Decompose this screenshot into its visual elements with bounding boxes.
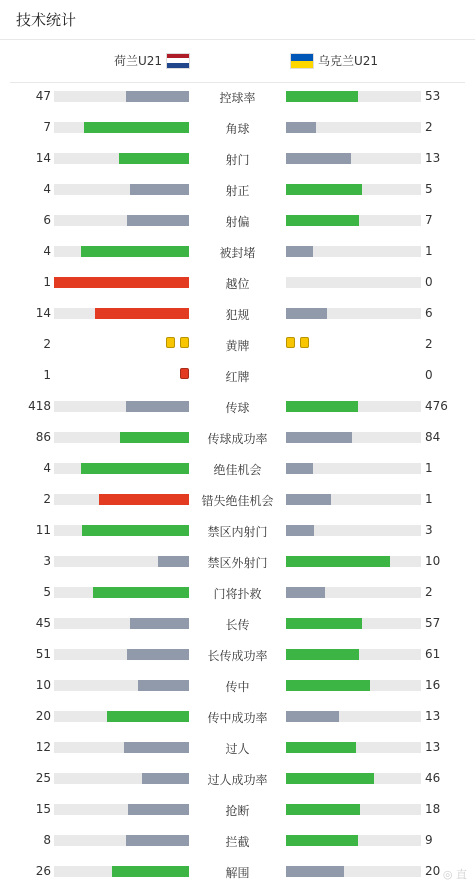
away-bar-fill — [286, 525, 314, 536]
away-bar-fill — [286, 618, 362, 629]
away-bar-track — [286, 742, 421, 753]
home-bar-fill — [93, 587, 189, 598]
away-bar-track — [286, 866, 421, 877]
stat-row — [0, 825, 475, 856]
home-value: 10 — [35, 678, 51, 692]
stat-label: 门将扑救 — [213, 587, 262, 601]
home-cards — [180, 368, 189, 379]
home-bar-fill — [81, 463, 189, 474]
stat-label: 错失绝佳机会 — [201, 494, 274, 508]
stat-row — [0, 143, 475, 174]
away-bar-fill — [286, 587, 325, 598]
red-card-icon — [180, 368, 189, 379]
away-bar-track — [286, 308, 421, 319]
stat-row — [0, 515, 475, 546]
home-value: 1 — [43, 275, 51, 289]
home-value: 14 — [35, 151, 51, 165]
home-bar-track — [54, 680, 189, 691]
away-bar-fill — [286, 308, 327, 319]
stat-label: 长传 — [225, 618, 250, 632]
yellow-card-icon — [166, 337, 175, 348]
stat-row — [0, 81, 475, 112]
home-bar-track — [54, 556, 189, 567]
stat-label: 传球 — [225, 401, 250, 415]
stat-label: 被封堵 — [219, 246, 256, 260]
home-value: 4 — [43, 461, 51, 475]
home-bar-fill — [124, 742, 189, 753]
stat-label: 红牌 — [225, 370, 250, 384]
stat-row — [0, 236, 475, 267]
watermark: ◎ 直 — [442, 868, 467, 881]
away-value: 84 — [425, 430, 441, 444]
away-bar-track — [286, 401, 421, 412]
stat-row — [0, 794, 475, 825]
stat-label: 射门 — [225, 153, 250, 167]
home-value: 5 — [43, 585, 51, 599]
away-bar-track — [286, 463, 421, 474]
home-bar-fill — [127, 649, 189, 660]
home-value: 26 — [35, 864, 51, 878]
home-bar-track — [54, 401, 189, 412]
away-value: 476 — [425, 399, 448, 413]
stat-row — [0, 763, 475, 794]
home-bar-fill — [81, 246, 189, 257]
home-bar-fill — [142, 773, 189, 784]
home-value: 8 — [43, 833, 51, 847]
home-bar-track — [54, 587, 189, 598]
home-bar-track — [54, 153, 189, 164]
home-bar-fill — [112, 866, 189, 877]
stat-row — [0, 701, 475, 732]
away-bar-fill — [286, 122, 316, 133]
away-bar-track — [286, 122, 421, 133]
home-bar-fill — [130, 618, 189, 629]
stat-row — [0, 360, 475, 391]
away-bar-track — [286, 804, 421, 815]
away-bar-fill — [286, 773, 374, 784]
away-bar-fill — [286, 184, 362, 195]
home-bar-track — [54, 494, 189, 505]
stat-label: 传球成功率 — [207, 432, 268, 446]
stat-row — [0, 670, 475, 701]
stat-label: 拦截 — [225, 835, 250, 849]
away-bar-track — [286, 184, 421, 195]
stat-row — [0, 608, 475, 639]
stat-row — [0, 112, 475, 143]
home-bar-fill — [107, 711, 189, 722]
home-bar-fill — [128, 804, 189, 815]
away-value: 20 — [425, 864, 441, 878]
stat-label: 射偏 — [225, 215, 250, 229]
stat-label: 越位 — [225, 277, 250, 291]
away-bar-track — [286, 587, 421, 598]
stat-label: 禁区内射门 — [207, 525, 268, 539]
home-value: 45 — [35, 616, 51, 630]
home-bar-track — [54, 432, 189, 443]
home-bar-track — [54, 215, 189, 226]
yellow-card-icon — [180, 337, 189, 348]
page-header — [0, 0, 475, 40]
home-value: 20 — [35, 709, 51, 723]
home-value: 1 — [43, 368, 51, 382]
home-value: 2 — [43, 337, 51, 351]
home-bar-fill — [82, 525, 189, 536]
home-value: 3 — [43, 554, 51, 568]
stat-label: 犯规 — [225, 308, 250, 322]
yellow-card-icon — [300, 337, 309, 348]
flag-stripe — [167, 63, 189, 68]
away-value: 57 — [425, 616, 441, 630]
stat-label: 抢断 — [225, 804, 250, 818]
stat-label: 控球率 — [219, 91, 256, 105]
home-value: 15 — [35, 802, 51, 816]
stat-label: 角球 — [225, 122, 250, 136]
stat-label: 传中成功率 — [207, 711, 268, 725]
ukraine-flag-icon — [290, 53, 314, 69]
home-bar-track — [54, 618, 189, 629]
stat-label: 禁区外射门 — [207, 556, 268, 570]
away-value: 53 — [425, 89, 441, 103]
stat-row — [0, 577, 475, 608]
home-bar-fill — [126, 401, 189, 412]
away-bar-fill — [286, 494, 331, 505]
away-bar-fill — [286, 804, 360, 815]
teams-header — [10, 40, 465, 83]
home-value: 7 — [43, 120, 51, 134]
stat-row — [0, 298, 475, 329]
home-bar-fill — [120, 432, 189, 443]
home-bar-track — [54, 277, 189, 288]
home-bar-track — [54, 711, 189, 722]
stat-label: 射正 — [225, 184, 250, 198]
stat-row — [0, 174, 475, 205]
away-bar-fill — [286, 432, 352, 443]
away-value: 1 — [425, 461, 433, 475]
stat-row — [0, 329, 475, 360]
home-value: 51 — [35, 647, 51, 661]
away-value: 0 — [425, 275, 433, 289]
away-value: 13 — [425, 709, 441, 723]
away-bar-fill — [286, 866, 344, 877]
away-bar-fill — [286, 742, 356, 753]
home-value: 47 — [35, 89, 51, 103]
away-bar-track — [286, 153, 421, 164]
stat-label: 过人 — [225, 742, 250, 756]
home-value: 4 — [43, 182, 51, 196]
home-bar-track — [54, 246, 189, 257]
away-value: 18 — [425, 802, 441, 816]
away-bar-fill — [286, 215, 359, 226]
away-bar-fill — [286, 556, 390, 567]
stat-row — [0, 453, 475, 484]
away-value: 9 — [425, 833, 433, 847]
away-team-name: 乌克兰U21 — [318, 54, 379, 68]
away-cards — [286, 337, 309, 348]
home-value: 25 — [35, 771, 51, 785]
home-value: 6 — [43, 213, 51, 227]
away-value: 1 — [425, 492, 433, 506]
away-value: 1 — [425, 244, 433, 258]
page-title: 技术统计 — [16, 11, 77, 29]
away-value: 61 — [425, 647, 441, 661]
away-bar-track — [286, 246, 421, 257]
home-bar-fill — [54, 277, 189, 288]
stat-row — [0, 205, 475, 236]
home-bar-fill — [119, 153, 189, 164]
home-value: 2 — [43, 492, 51, 506]
away-value: 13 — [425, 740, 441, 754]
away-bar-fill — [286, 91, 358, 102]
home-bar-fill — [130, 184, 189, 195]
home-bar-track — [54, 835, 189, 846]
away-bar-track — [286, 494, 421, 505]
home-bar-track — [54, 308, 189, 319]
away-bar-fill — [286, 463, 313, 474]
away-value: 46 — [425, 771, 441, 785]
home-team — [114, 52, 190, 69]
stat-label: 解围 — [225, 866, 250, 880]
home-bar-track — [54, 742, 189, 753]
away-bar-track — [286, 649, 421, 660]
home-bar-fill — [126, 91, 189, 102]
stat-label: 长传成功率 — [207, 649, 268, 663]
away-bar-track — [286, 91, 421, 102]
home-value: 4 — [43, 244, 51, 258]
away-bar-track — [286, 432, 421, 443]
stats-list — [0, 81, 475, 887]
home-bar-fill — [99, 494, 189, 505]
home-value: 12 — [35, 740, 51, 754]
home-value: 418 — [28, 399, 51, 413]
away-value: 5 — [425, 182, 433, 196]
stat-label: 黄牌 — [225, 339, 250, 353]
home-bar-track — [54, 525, 189, 536]
flag-stripe — [291, 61, 313, 68]
away-bar-track — [286, 525, 421, 536]
stat-row — [0, 639, 475, 670]
away-bar-fill — [286, 680, 370, 691]
away-bar-fill — [286, 153, 351, 164]
away-value: 3 — [425, 523, 433, 537]
stat-label: 过人成功率 — [207, 773, 268, 787]
stat-row — [0, 267, 475, 298]
stat-label: 传中 — [225, 680, 250, 694]
flag-stripe — [291, 54, 313, 61]
home-cards — [166, 337, 189, 348]
away-value: 6 — [425, 306, 433, 320]
away-bar-track — [286, 556, 421, 567]
home-bar-fill — [138, 680, 189, 691]
away-team — [290, 52, 378, 69]
home-bar-track — [54, 649, 189, 660]
home-bar-track — [54, 866, 189, 877]
away-value: 2 — [425, 120, 433, 134]
stat-row — [0, 422, 475, 453]
home-bar-track — [54, 773, 189, 784]
home-value: 14 — [35, 306, 51, 320]
away-bar-track — [286, 680, 421, 691]
stat-row — [0, 732, 475, 763]
home-bar-fill — [126, 835, 189, 846]
away-bar-track — [286, 618, 421, 629]
away-value: 16 — [425, 678, 441, 692]
stat-row — [0, 856, 475, 887]
stat-label: 绝佳机会 — [213, 463, 262, 477]
away-value: 2 — [425, 337, 433, 351]
away-bar-fill — [286, 649, 359, 660]
home-bar-track — [54, 804, 189, 815]
away-value: 13 — [425, 151, 441, 165]
stat-row — [0, 546, 475, 577]
away-value: 0 — [425, 368, 433, 382]
away-bar-track — [286, 215, 421, 226]
away-value: 10 — [425, 554, 441, 568]
home-value: 86 — [35, 430, 51, 444]
yellow-card-icon — [286, 337, 295, 348]
home-bar-track — [54, 122, 189, 133]
home-bar-track — [54, 184, 189, 195]
stat-row — [0, 391, 475, 422]
home-value: 11 — [35, 523, 51, 537]
stat-row — [0, 484, 475, 515]
away-value: 2 — [425, 585, 433, 599]
home-bar-fill — [158, 556, 189, 567]
away-bar-track — [286, 835, 421, 846]
home-team-name: 荷兰U21 — [113, 54, 162, 68]
netherlands-flag-icon — [166, 53, 190, 69]
home-bar-track — [54, 91, 189, 102]
away-bar-fill — [286, 401, 358, 412]
away-bar-fill — [286, 835, 358, 846]
away-bar-fill — [286, 246, 313, 257]
home-bar-fill — [95, 308, 190, 319]
home-bar-fill — [84, 122, 189, 133]
home-bar-fill — [127, 215, 189, 226]
away-bar-track — [286, 773, 421, 784]
away-bar-fill — [286, 711, 339, 722]
away-bar-track — [286, 277, 421, 288]
home-bar-track — [54, 463, 189, 474]
away-value: 7 — [425, 213, 433, 227]
away-bar-track — [286, 711, 421, 722]
